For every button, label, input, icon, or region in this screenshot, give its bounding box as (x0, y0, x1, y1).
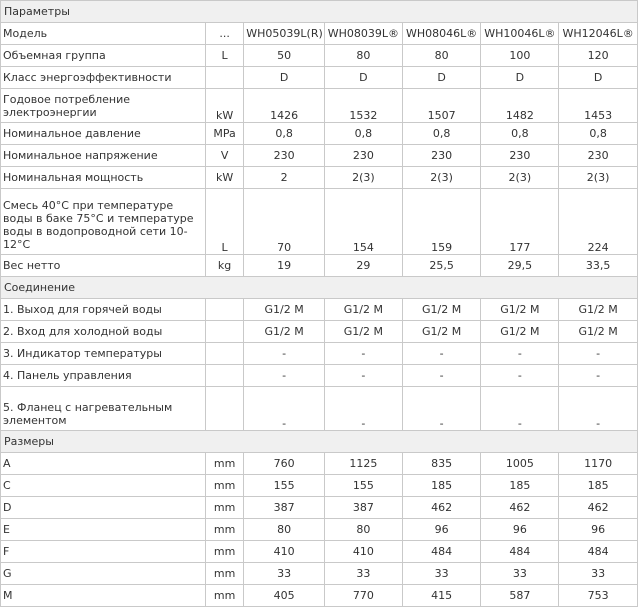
row-value: 405 (244, 585, 325, 607)
row-value: G1/2 M (244, 299, 325, 321)
row-value: 2(3) (325, 167, 403, 189)
row-label: M (1, 585, 206, 607)
row-value: 760 (244, 453, 325, 475)
row-value: - (559, 387, 638, 431)
row-value: D (559, 67, 638, 89)
row-value: 33 (244, 563, 325, 585)
table-row (1, 585, 638, 607)
row-value: 155 (244, 475, 325, 497)
row-value: 462 (559, 497, 638, 519)
row-value: - (481, 365, 559, 387)
row-value: 0,8 (559, 123, 638, 145)
row-value: - (559, 365, 638, 387)
row-value: 230 (402, 145, 481, 167)
model-unit: ... (205, 23, 243, 45)
row-value: - (244, 365, 325, 387)
row-value: 224 (559, 189, 638, 255)
section-header-dimensions (1, 431, 638, 453)
row-value: 80 (325, 45, 403, 67)
row-value: - (559, 343, 638, 365)
row-value: 0,8 (402, 123, 481, 145)
row-value: 19 (244, 255, 325, 277)
row-value: 29,5 (481, 255, 559, 277)
row-unit: kg (205, 255, 243, 277)
row-value: G1/2 M (402, 321, 481, 343)
row-unit: mm (205, 541, 243, 563)
row-unit (205, 365, 243, 387)
row-label: 1. Выход для горячей воды (1, 299, 206, 321)
model-name: WH08039L® (325, 23, 403, 45)
row-value: 462 (402, 497, 481, 519)
row-value: 185 (402, 475, 481, 497)
model-name: WH10046L® (481, 23, 559, 45)
model-name: WH05039L(R) (244, 23, 325, 45)
row-value: G1/2 M (559, 299, 638, 321)
row-value: - (481, 343, 559, 365)
table-row (1, 321, 638, 343)
model-header-row (1, 23, 638, 45)
row-value: - (402, 365, 481, 387)
table-row (1, 541, 638, 563)
row-value: 33 (481, 563, 559, 585)
row-value: - (244, 343, 325, 365)
table-row (1, 475, 638, 497)
row-value: G1/2 M (559, 321, 638, 343)
row-label: F (1, 541, 206, 563)
row-value: - (244, 387, 325, 431)
table-row (1, 167, 638, 189)
row-unit: mm (205, 519, 243, 541)
row-value: D (325, 67, 403, 89)
row-value: 177 (481, 189, 559, 255)
row-unit (205, 67, 243, 89)
table-row (1, 453, 638, 475)
row-value: 753 (559, 585, 638, 607)
row-value: 33,5 (559, 255, 638, 277)
row-label: Объемная группа (1, 45, 206, 67)
table-row (1, 365, 638, 387)
table-row (1, 145, 638, 167)
row-value: D (402, 67, 481, 89)
row-value: 33 (325, 563, 403, 585)
row-value: 1532 (325, 89, 403, 123)
row-value: G1/2 M (402, 299, 481, 321)
table-row (1, 497, 638, 519)
row-value: 2(3) (402, 167, 481, 189)
row-value: 120 (559, 45, 638, 67)
row-unit: mm (205, 497, 243, 519)
table-row (1, 519, 638, 541)
row-label: Вес нетто (1, 255, 206, 277)
row-label: E (1, 519, 206, 541)
connection-group (1, 299, 638, 431)
row-value: 587 (481, 585, 559, 607)
row-value: 1426 (244, 89, 325, 123)
row-value: 2(3) (481, 167, 559, 189)
row-unit: kW (205, 167, 243, 189)
row-value: 96 (481, 519, 559, 541)
row-label: Номинальное напряжение (1, 145, 206, 167)
row-label: D (1, 497, 206, 519)
row-value: 50 (244, 45, 325, 67)
row-value: 410 (325, 541, 403, 563)
row-value: 96 (402, 519, 481, 541)
table-row (1, 123, 638, 145)
row-value: 2(3) (559, 167, 638, 189)
model-name: WH08046L® (402, 23, 481, 45)
row-value: 1507 (402, 89, 481, 123)
row-value: 415 (402, 585, 481, 607)
row-value: D (244, 67, 325, 89)
row-value: G1/2 M (244, 321, 325, 343)
table-row (1, 255, 638, 277)
row-label: G (1, 563, 206, 585)
table-row (1, 299, 638, 321)
dimensions-group (1, 453, 638, 607)
row-value: 484 (402, 541, 481, 563)
row-value: 25,5 (402, 255, 481, 277)
row-value: 80 (325, 519, 403, 541)
row-value: 33 (559, 563, 638, 585)
row-label: Класс энергоэффективности (1, 67, 206, 89)
row-value: 387 (325, 497, 403, 519)
row-value: - (402, 343, 481, 365)
row-label: Годовое потребление электроэнергии (1, 89, 206, 123)
table-row (1, 387, 638, 431)
row-value: 80 (244, 519, 325, 541)
row-label: 5. Фланец с нагревательным элементом (1, 387, 206, 431)
table-row (1, 189, 638, 255)
params-group (1, 45, 638, 277)
table-row (1, 67, 638, 89)
row-value: - (481, 387, 559, 431)
row-value: 230 (481, 145, 559, 167)
table-row (1, 343, 638, 365)
row-unit: MPa (205, 123, 243, 145)
row-value: G1/2 M (325, 321, 403, 343)
row-label: A (1, 453, 206, 475)
row-label: Номинальное давление (1, 123, 206, 145)
row-value: 154 (325, 189, 403, 255)
row-value: 2 (244, 167, 325, 189)
row-unit: mm (205, 453, 243, 475)
row-unit: mm (205, 475, 243, 497)
row-value: G1/2 M (481, 299, 559, 321)
model-label: Модель (1, 23, 206, 45)
row-value: 230 (559, 145, 638, 167)
row-value: 33 (402, 563, 481, 585)
table-row (1, 89, 638, 123)
section-header-params (1, 1, 638, 23)
row-value: 462 (481, 497, 559, 519)
row-unit: mm (205, 563, 243, 585)
row-value: 484 (481, 541, 559, 563)
row-unit: L (205, 45, 243, 67)
row-value: - (325, 365, 403, 387)
row-value: 96 (559, 519, 638, 541)
row-value: 155 (325, 475, 403, 497)
row-value: 1005 (481, 453, 559, 475)
row-value: - (402, 387, 481, 431)
row-unit (205, 321, 243, 343)
section-title-dimensions: Размеры (1, 431, 638, 453)
row-value: 835 (402, 453, 481, 475)
row-value: 29 (325, 255, 403, 277)
row-value: 100 (481, 45, 559, 67)
row-value: 0,8 (325, 123, 403, 145)
row-value: G1/2 M (325, 299, 403, 321)
row-unit: kW (205, 89, 243, 123)
row-label: 3. Индикатор температуры (1, 343, 206, 365)
row-label: Номинальная мощность (1, 167, 206, 189)
row-value: 387 (244, 497, 325, 519)
section-header-connection (1, 277, 638, 299)
row-label: Смесь 40°C при температуре воды в баке 75°C и температуре воды в водопроводной сети 10-12°C (1, 189, 206, 255)
row-value: 1482 (481, 89, 559, 123)
table-row (1, 563, 638, 585)
row-unit: L (205, 189, 243, 255)
row-unit: mm (205, 585, 243, 607)
section-title-connection: Соединение (1, 277, 638, 299)
row-value: G1/2 M (481, 321, 559, 343)
row-value: 1453 (559, 89, 638, 123)
row-unit (205, 343, 243, 365)
row-value: 1125 (325, 453, 403, 475)
row-value: 80 (402, 45, 481, 67)
row-label: 2. Вход для холодной воды (1, 321, 206, 343)
row-value: 1170 (559, 453, 638, 475)
row-value: 770 (325, 585, 403, 607)
row-value: - (325, 387, 403, 431)
row-value: 185 (559, 475, 638, 497)
row-value: 484 (559, 541, 638, 563)
row-unit: V (205, 145, 243, 167)
section-title-params: Параметры (1, 1, 638, 23)
table-row (1, 45, 638, 67)
row-unit (205, 387, 243, 431)
row-value: 0,8 (481, 123, 559, 145)
model-name: WH12046L® (559, 23, 638, 45)
row-value: 230 (325, 145, 403, 167)
row-label: 4. Панель управления (1, 365, 206, 387)
row-value: 185 (481, 475, 559, 497)
row-value: 230 (244, 145, 325, 167)
row-label: C (1, 475, 206, 497)
row-value: 0,8 (244, 123, 325, 145)
row-value: 70 (244, 189, 325, 255)
row-value: D (481, 67, 559, 89)
row-value: 159 (402, 189, 481, 255)
row-value: - (325, 343, 403, 365)
row-value: 410 (244, 541, 325, 563)
row-unit (205, 299, 243, 321)
